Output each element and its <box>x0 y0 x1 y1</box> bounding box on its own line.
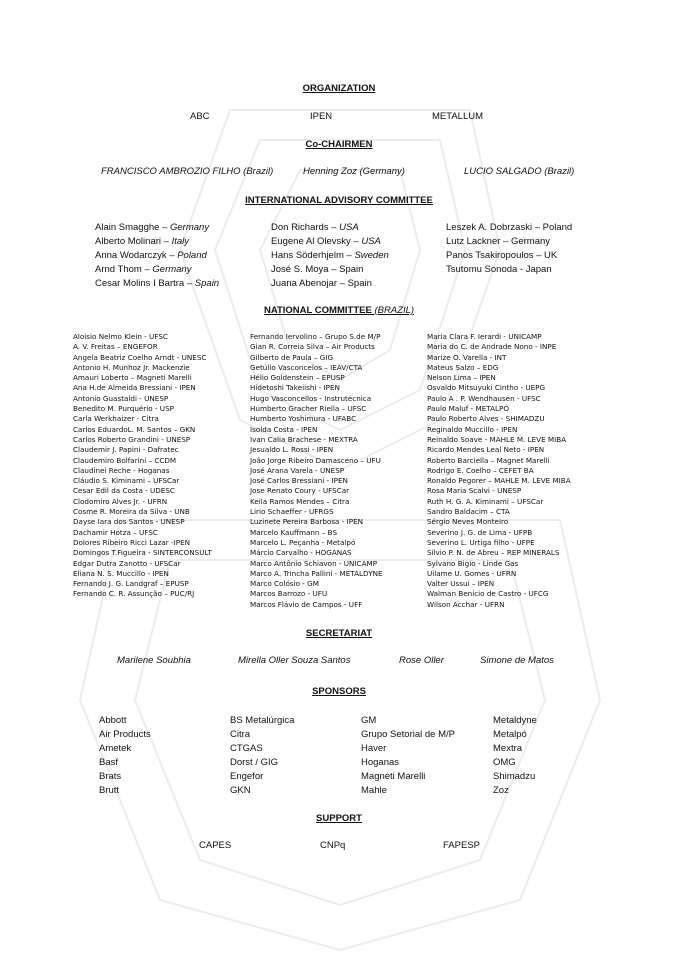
advisory-member: Cesar Molins I Bartra – Spain <box>95 278 220 289</box>
sponsor-item: Air Products <box>99 729 151 740</box>
national-member: João Jorge Ribeiro Damasceno – UFU <box>250 455 381 465</box>
organization-heading: ORGANIZATION <box>302 83 376 94</box>
advisory-member: Lutz Lackner – Germany <box>446 236 551 247</box>
national-member: Fernando C. R. Assunção – PUC/RJ <box>73 589 195 599</box>
advisory-heading: INTERNATIONAL ADVISORY COMMITTEE <box>245 195 433 206</box>
advisory-column-3 <box>446 221 572 277</box>
cochairman-3: LUCIO SALGADO (Brazil) <box>464 166 575 177</box>
sponsor-item: BS Metalúrgica <box>230 715 295 726</box>
national-column-3 <box>427 332 571 610</box>
support-cnpq: CNPq <box>320 840 346 851</box>
sponsor-item: Engefor <box>230 771 264 782</box>
national-heading: NATIONAL COMMITTEE (BRAZIL) <box>263 305 415 316</box>
national-member: Fernando Iervolino – Grupo S.de M/P <box>250 332 381 341</box>
national-member: Marcos Barrozo - UFU <box>250 589 328 599</box>
national-member: Mateus Salzo – EDG <box>427 362 499 372</box>
national-member: Clodomiro Alves Jr. - UFRN <box>73 496 168 506</box>
sponsor-item: Ametek <box>99 743 132 754</box>
sponsors-column-1 <box>99 714 151 798</box>
national-member: Hélio Goldenstein – EPUSP <box>250 373 345 383</box>
national-member: Paulo A . P. Wendhausen - UFSC <box>427 393 541 403</box>
national-member: Humberto Gracher Riella – UFSC <box>250 404 367 414</box>
national-member: Sylvano Bigio - Linde Gas <box>427 558 519 568</box>
national-member: Márcio Carvalho - HOGANAS <box>250 548 352 558</box>
cochairman-2: Henning Zoz (Germany) <box>303 166 405 177</box>
national-member: Reginaldo Muccillo - IPEN <box>427 424 518 434</box>
national-member: Benedito M. Purquério - USP <box>73 404 174 414</box>
national-member: Marco A. Trincha Pallini - METALDYNE <box>250 568 383 578</box>
national-member: Marcelo Kauffmann – BS <box>250 527 338 537</box>
national-member: Sílvio P. N. de Abreu – REP MINERALS <box>427 548 560 558</box>
national-member: Nelson Lima – IPEN <box>427 373 496 383</box>
national-member: Severino J. G. de Lima - UFPB <box>427 527 533 537</box>
national-member: Ricardo Mendes Leal Neto - IPEN <box>427 445 545 455</box>
national-member: Sérgio Neves Monteiro <box>427 517 509 527</box>
national-member: Keila Ramos Mendes – Citra <box>250 496 350 506</box>
sponsor-item: Brats <box>99 771 122 782</box>
national-member: Eliana N. S. Muccillo - IPEN <box>73 568 169 578</box>
advisory-column-2 <box>271 221 389 291</box>
national-member: Dolores Ribeiro Ricci Lazar -IPEN <box>73 537 190 547</box>
advisory-member: Juana Abenojar – Spain <box>271 278 372 289</box>
sponsor-item: GM <box>361 715 377 726</box>
org-member-metallum: METALLUM <box>432 111 484 122</box>
advisory-member: Hans Söderhjelm – Sweden <box>271 250 389 261</box>
national-member: Claudemir J. Papini - Dafratec <box>73 445 179 455</box>
sponsor-item: Mextra <box>493 743 523 754</box>
secretary-2: Mirella Oller Souza Santos <box>238 655 351 666</box>
national-member: Roberto Barciella – Magnet Marelli <box>427 455 550 465</box>
advisory-column-1 <box>95 221 219 291</box>
secretary-3: Rose Oller <box>399 655 444 666</box>
sponsor-item: Hoganas <box>361 757 400 768</box>
national-member: José Arana Varela - UNESP <box>250 465 345 475</box>
sponsors-column-3 <box>361 714 455 798</box>
national-member: Antonio H. Munhoz Jr. Mackenzie <box>73 362 190 372</box>
national-member: Dachamir Hotza – UFSC <box>73 527 158 537</box>
national-member: Marco Colósio - GM <box>250 579 319 589</box>
advisory-member: Panos Tsakiropoulos – UK <box>446 250 558 261</box>
secretary-4: Simone de Matos <box>480 655 554 666</box>
national-member: Wilson Acchar - UFRN <box>427 599 505 609</box>
national-member: Jose Renato Coury - UFSCar <box>250 486 350 496</box>
sponsor-item: GKN <box>230 785 251 796</box>
national-member: Ivan Calia Brachese - MEXTRA <box>250 434 358 444</box>
national-member: Paulo Roberto Alves - SHIMADZU <box>427 414 545 424</box>
advisory-member: Anna Wodarczyk – Poland <box>95 250 207 261</box>
national-member: José Carlos Bressiani - IPEN <box>250 476 348 486</box>
advisory-member: Arnd Thom – Germany <box>95 264 192 275</box>
national-member: Lirio Schaeffer - UFRGS <box>250 507 334 517</box>
national-member: Edgar Dutra Zanotto - UFSCar <box>73 558 181 568</box>
sponsor-item: Haver <box>361 743 387 754</box>
national-member: Carlos Roberto Grandini - UNESP <box>73 434 191 444</box>
sponsor-item: Dorst / GIG <box>230 757 279 768</box>
national-member: Claudinei Reche - Hoganas <box>73 465 170 475</box>
national-member: Gian R. Correia Silva – Air Products <box>250 342 375 352</box>
national-member: Hidetoshi Takeiishi - IPEN <box>250 383 340 393</box>
national-member: Claudemiro Bolfarini – CCDM <box>73 455 177 465</box>
national-member: Isolda Costa - IPEN <box>250 424 318 434</box>
support-capes: CAPES <box>199 840 232 851</box>
national-member: Luzinete Pereira Barbosa - IPEN <box>250 517 363 527</box>
sponsors-column-4 <box>493 714 537 798</box>
national-member: Sandro Baldacim – CTA <box>427 507 510 517</box>
sponsor-item: OMG <box>493 757 516 768</box>
national-member: Cosme R. Moreira da Silva - UNB <box>73 507 190 517</box>
advisory-member: Don Richards – USA <box>271 222 359 233</box>
sponsors-column-2 <box>230 714 294 798</box>
cochairmen-heading: Co-CHAIRMEN <box>305 139 373 150</box>
sponsor-item: Brutt <box>99 785 120 796</box>
national-member: Aloisio Nelmo Klein - UFSC <box>73 332 168 341</box>
national-column-2 <box>250 332 383 610</box>
sponsor-item: Metaldyne <box>493 715 537 726</box>
advisory-member: Leszek A. Dobrzaski – Poland <box>446 222 573 233</box>
national-member: Getúlio Vasconcelos – IEAV/CTA <box>250 362 363 372</box>
advisory-member: Tsutomu Sonoda - Japan <box>446 264 552 275</box>
support-fapesp: FAPESP <box>443 840 480 851</box>
national-member: Cláudio S. Kiminami – UFSCar <box>73 476 180 486</box>
national-member: Severino L. Urtiga filho - UFPE <box>427 537 535 547</box>
national-member: A. V. Freitas – ENGEFOR <box>73 342 158 352</box>
national-member: Rosa Maria Scalvi - UNESP <box>427 486 522 496</box>
national-member: Marize O. Varella - INT <box>427 352 507 362</box>
national-member: Marco Antônio Schiavon - UNICAMP <box>250 558 378 568</box>
national-member: Gilberto de Paula – GIG <box>250 352 334 362</box>
national-member: Ruth H. G. A. Kiminami – UFSCar <box>427 496 544 506</box>
advisory-member: Eugene Al Olevsky – USA <box>271 236 381 247</box>
national-member: Paulo Maluf - METALPÓ <box>427 404 509 414</box>
national-member: Domingos T.Figueira - SINTERCONSULT <box>73 548 212 558</box>
national-member: Carla Werkhaizer - Citra <box>73 414 159 424</box>
sponsor-item: Abbott <box>99 715 127 726</box>
national-member: Dayse Iara dos Santos - UNESP <box>73 517 185 527</box>
national-member: Maria Clara F. Ierardi - UNICAMP <box>427 332 542 341</box>
sponsor-item: Shimadzu <box>493 771 536 782</box>
secretary-1: Marilene Soubhia <box>117 655 191 666</box>
national-column-1 <box>73 332 212 600</box>
national-member: Fernando J. G. Landgraf – EPUSP <box>73 579 189 589</box>
national-member: Antonio Guastaldi - UNESP <box>73 393 169 403</box>
national-member: Osvaldo Mitsuyuki Cintho - UEPG <box>427 383 546 393</box>
sponsor-item: Metalpó <box>493 729 527 740</box>
sponsor-item: Grupo Setorial de M/P <box>361 729 455 740</box>
national-member: Cesar Edil da Costa - UDESC <box>73 486 175 496</box>
national-member: Valter Ussui – IPEN <box>427 579 495 589</box>
org-member-abc: ABC <box>190 111 210 122</box>
advisory-member: Alain Smagghe – Germany <box>95 222 210 233</box>
national-member: Reinaldo Soave - MAHLE M. LEVE MIBA <box>427 434 567 444</box>
national-member: Uilame U. Gomes - UFRN <box>427 568 517 578</box>
national-member: Carlos EduardoL. M. Santos – GKN <box>73 424 196 434</box>
national-member: Angela Beatriz Coelho Arndt - UNESC <box>73 352 207 362</box>
national-member: Ronaldo Pegorer – MAHLE M. LEVE MIBA <box>427 476 571 486</box>
national-member: Amauri Loberto – Magneti Marelli <box>73 373 192 383</box>
national-member: Jesualdo L. Rossi - IPEN <box>250 445 334 455</box>
national-member: Maria do C. de Andrade Nono - INPE <box>427 342 557 352</box>
national-member: Marcos Flávio de Campos - UFF <box>250 599 363 609</box>
org-member-ipen: IPEN <box>310 111 333 122</box>
sponsor-item: Magneti Marelli <box>361 771 426 782</box>
national-member: Rodrigo E. Coelho – CEFET BA <box>427 465 534 475</box>
sponsor-item: Citra <box>230 729 251 740</box>
sponsors-heading: SPONSORS <box>312 686 366 697</box>
advisory-member: Alberto Molinari – Italy <box>95 236 189 247</box>
secretariat-heading: SECRETARIAT <box>305 628 373 639</box>
national-member: Walman Benício de Castro - UFCG <box>427 589 549 599</box>
national-member: Ana H.de Almeida Bressiani - IPEN <box>73 383 196 393</box>
advisory-member: José S. Moya – Spain <box>271 264 364 275</box>
sponsor-item: Mahle <box>361 785 387 796</box>
national-member: Hugo Vasconcellos - Instrutécnica <box>250 393 372 403</box>
sponsor-item: Zoz <box>493 785 509 796</box>
sponsor-item: CTGAS <box>230 743 263 754</box>
cochairman-1: FRANCISCO AMBROZIO FILHO (Brazil) <box>101 166 274 177</box>
sponsor-item: Basf <box>99 757 119 768</box>
national-member: Humberto Yoshimura - UFABC <box>250 414 357 424</box>
support-heading: SUPPORT <box>316 813 362 824</box>
national-member: Marcelo L. Peçanha - Metalpó <box>250 537 356 547</box>
